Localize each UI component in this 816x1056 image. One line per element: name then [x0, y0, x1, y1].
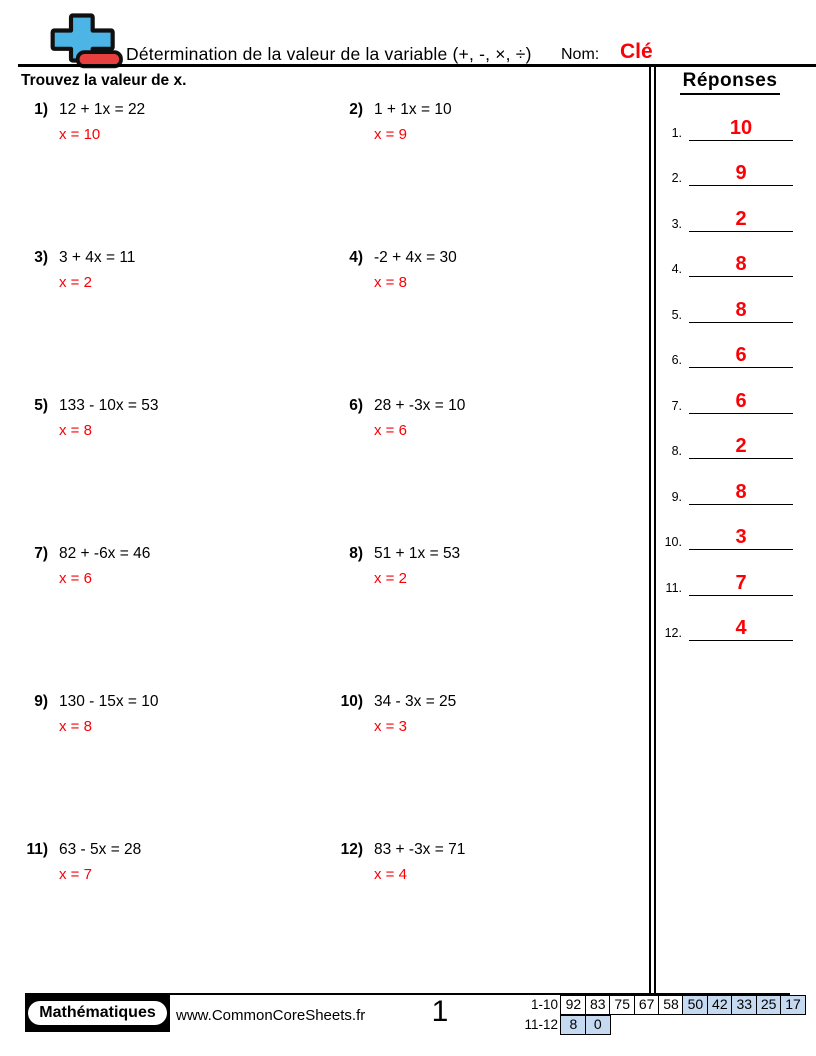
answer-number: 5.	[671, 308, 682, 322]
problem-answer: x = 9	[374, 126, 407, 143]
answer-blank: 2	[689, 436, 793, 459]
problem-answer: x = 3	[374, 718, 407, 735]
score-cell: 83	[585, 995, 611, 1015]
answer-number: 11.	[665, 581, 682, 595]
problem-equation: 1 + 1x = 10	[374, 101, 452, 118]
answer-item	[657, 148, 805, 186]
answer-number: 4.	[671, 262, 682, 276]
answer-item	[657, 376, 805, 414]
answer-item	[657, 512, 805, 550]
answer-number: 3.	[671, 217, 682, 231]
score-cell: 17	[780, 995, 806, 1015]
answer-number: 7.	[671, 399, 682, 413]
answer-number: 1.	[671, 126, 682, 140]
brand-badge	[25, 993, 170, 1032]
problem-number: 7)	[34, 545, 48, 562]
problem-number: 5)	[34, 397, 48, 414]
problem-answer: x = 2	[374, 570, 407, 587]
problem-item	[8, 693, 159, 735]
answer-number: 10.	[664, 535, 682, 549]
answer-item	[657, 194, 805, 232]
problem-equation: 130 - 15x = 10	[59, 693, 159, 710]
problem-answer: x = 8	[59, 718, 92, 735]
answer-item	[657, 285, 805, 323]
problem-item	[8, 397, 159, 439]
problem-item	[323, 249, 457, 291]
problem-number: 6)	[349, 397, 363, 414]
answer-blank: 3	[689, 527, 793, 550]
score-row-label: 1-10	[530, 997, 558, 1012]
score-cell: 92	[560, 995, 586, 1015]
score-cell: 58	[658, 995, 684, 1015]
problem-answer: x = 10	[59, 126, 101, 143]
answer-number: 9.	[671, 490, 682, 504]
score-cell: 67	[634, 995, 660, 1015]
problem-item	[8, 841, 141, 883]
problem-number: 3)	[34, 249, 48, 266]
name-value: Clé	[620, 40, 653, 63]
answer-blank: 10	[689, 118, 793, 141]
brand-label: Mathématiques	[28, 1001, 166, 1025]
score-cell: 42	[707, 995, 733, 1015]
answer-blank: 8	[689, 254, 793, 277]
answer-item	[657, 330, 805, 368]
problem-item	[323, 693, 456, 735]
problem-answer: x = 8	[374, 274, 407, 291]
problem-equation: 3 + 4x = 11	[59, 249, 136, 266]
problem-number: 12)	[340, 841, 363, 858]
problem-number: 9)	[34, 693, 48, 710]
answer-blank: 6	[689, 345, 793, 368]
answer-item	[657, 558, 805, 596]
problem-number: 2)	[349, 101, 363, 118]
page-title: Détermination de la valeur de la variable (+, -, ×, ÷)	[126, 44, 532, 64]
answer-blank: 7	[689, 573, 793, 596]
name-label: Nom:	[561, 46, 600, 63]
score-row	[500, 995, 806, 1015]
header-divider	[18, 64, 816, 67]
score-row	[500, 1015, 806, 1035]
problem-item	[323, 841, 465, 883]
problem-number: 10)	[340, 693, 363, 710]
problem-item	[8, 101, 145, 143]
problem-answer: x = 4	[374, 866, 407, 883]
problem-item	[8, 249, 135, 291]
problem-number: 1)	[34, 101, 48, 118]
problem-equation: 34 - 3x = 25	[374, 693, 457, 710]
answer-number: 2.	[671, 171, 682, 185]
answer-item	[657, 103, 805, 141]
answer-number: 8.	[671, 444, 682, 458]
answer-blank: 9	[689, 163, 793, 186]
answer-blank: 4	[689, 618, 793, 641]
problem-equation: 63 - 5x = 28	[59, 841, 142, 858]
answer-number: 6.	[671, 353, 682, 367]
answer-blank: 6	[689, 391, 793, 414]
score-cell: 25	[756, 995, 782, 1015]
problem-answer: x = 8	[59, 422, 92, 439]
problem-answer: x = 6	[59, 570, 92, 587]
problem-equation: 51 + 1x = 53	[374, 545, 461, 562]
problem-equation: 28 + -3x = 10	[374, 397, 466, 414]
problem-item	[323, 545, 460, 587]
problem-equation: 133 - 10x = 53	[59, 397, 159, 414]
score-row-label: 11-12	[524, 1017, 558, 1032]
problem-equation: 83 + -3x = 71	[374, 841, 466, 858]
problem-equation: -2 + 4x = 30	[374, 249, 457, 266]
score-cell: 33	[731, 995, 757, 1015]
problem-number: 11)	[26, 841, 48, 858]
site-url: www.CommonCoreSheets.fr	[176, 1007, 366, 1024]
page-number: 1	[431, 995, 449, 1028]
problem-item	[8, 545, 150, 587]
score-cell: 75	[609, 995, 635, 1015]
score-cell: 8	[560, 1015, 586, 1035]
answers-title-text: Réponses	[680, 70, 781, 95]
problem-item	[323, 101, 452, 143]
answers-divider	[649, 66, 656, 993]
answer-item	[657, 421, 805, 459]
answer-item	[657, 467, 805, 505]
score-table	[500, 995, 806, 1035]
problem-item	[323, 397, 465, 439]
answer-blank: 8	[689, 300, 793, 323]
problem-answer: x = 7	[59, 866, 92, 883]
instruction-text: Trouvez la valeur de x.	[21, 72, 187, 89]
problem-number: 4)	[349, 249, 363, 266]
answers-title	[657, 70, 803, 92]
problem-equation: 82 + -6x = 46	[59, 545, 151, 562]
problem-equation: 12 + 1x = 22	[59, 101, 146, 118]
problem-number: 8)	[349, 545, 363, 562]
score-cell: 50	[682, 995, 708, 1015]
answer-item	[657, 603, 805, 641]
answer-blank: 8	[689, 482, 793, 505]
answer-item	[657, 239, 805, 277]
answer-blank: 2	[689, 209, 793, 232]
score-cell: 0	[585, 1015, 611, 1035]
problem-answer: x = 6	[374, 422, 407, 439]
problem-answer: x = 2	[59, 274, 92, 291]
answer-number: 12.	[664, 626, 682, 640]
